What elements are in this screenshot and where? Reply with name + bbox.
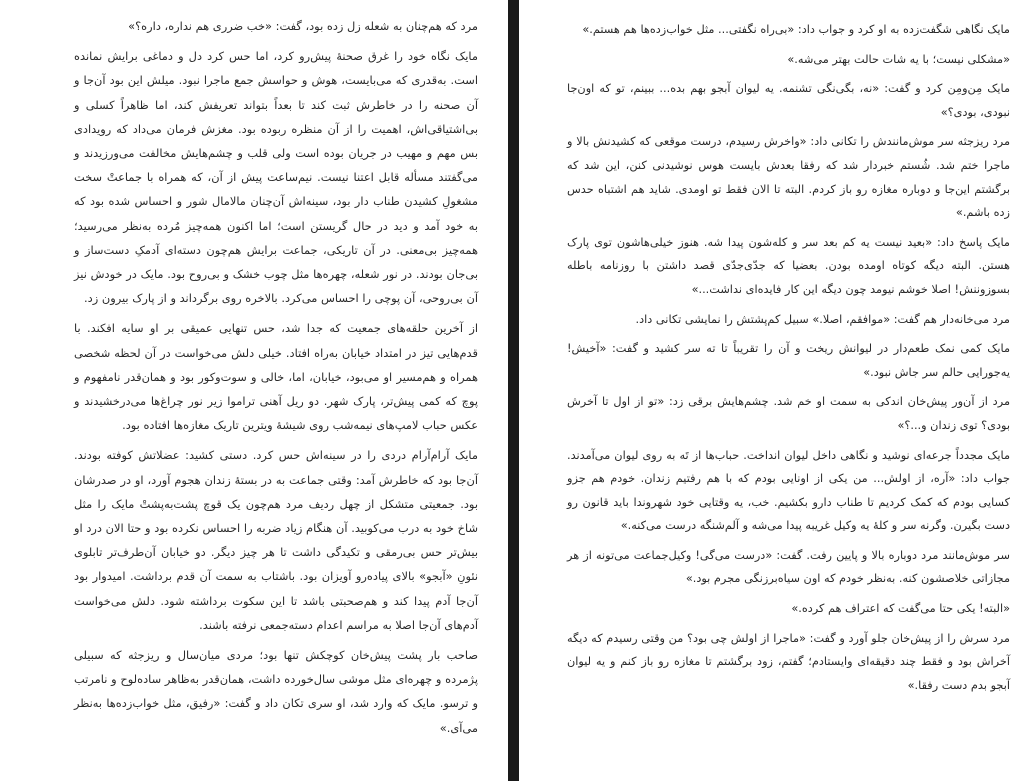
right-paragraph-3: مایک مِن‌ومِن کرد و گفت: «نه، بگی‌نگی تشنمه. یه لیوان آبجو بهم بده... ببینم، تو که اون‌جا نبودی، بودی؟» (567, 82, 1010, 119)
right-paragraph-7: مایک کمی نمک طعم‌دار در لیوانش ریخت و آن را تقریباً تا ته سر کشید و گفت: «آخیش! یه‌جورایی حالم سر جاش نبود.» (567, 342, 1010, 379)
right-paragraph-12: مرد سرش را از پیش‌خان جلو آورد و گفت: «ماجرا از اولش چی بود؟ من وقتی رسیدم که دیگه آخراش بود و فقط چند دقیقه‌ای وایستادم؛ گفتم، زود برگشتم تا مغازه رو باز کنم و یه لیوان آبجو بدم دست رفقا.» (567, 631, 1010, 692)
left-paragraph-5: صاحب بار پشت پیش‌خان کوچکش تنها بود؛ مردی میان‌سال و ریزجثه که سبیلی پژمرده و چهره‌ای مثل موشی سال‌خورده داشت، همان‌قدر به‌ظاهر ساده‌لوح و نامرتب و ترسو. مایک که وارد شد، او سری تکان داد و گفت: «رفیق، مثل خواب‌زده‌ها به‌نظر می‌آی.» (74, 648, 478, 735)
right-page (519, 0, 1024, 781)
left-paragraph-1: مرد که هم‌چنان به شعله زل زده بود، گفت: «خب ضرری هم نداره، داره؟» (128, 19, 478, 33)
right-paragraph-11: «البته! یکی حتا می‌گفت که اعتراف هم کرده.» (791, 602, 1010, 616)
left-paragraph-2: مایک نگاه خود را غرق صحنهٔ پیش‌رو کرد، اما حس کرد دل و دماغی برایش نمانده است. به‌قدری که می‌بایست، هوش و حواسش جمع ماجرا نبود. میلش این بود آن‌جا و آن صحنه را در خاطرش ثبت کند تا بعداً بتواند تعریفش کند، اما ظاهراً کسلی و بی‌اشتیاقی‌اش، اهمیت را از آن منظره ربوده بود. مغزش فرمان می‌داد که رویدادی بس مهم و مهیب در جریان بوده است ولی قلب و چشم‌هایش مخالفت می‌ورزیدند و می‌گفتند مسأله قابل اعتنا نیست. نیم‌ساعت پیش از آن، که همراه با جماعتْ سخت مشغولِ کشیدن طناب دار بود، سینه‌اش آن‌چنان مالامال شور و احساس شده بود که به خود آمد و دید در حال گریستن است؛ اما اکنون همه‌چیز مُرده به‌نظر می‌رسید؛ همه‌چیز بی‌معنی. در آن تاریکی، جماعت برایش هم‌چون دسته‌ای آدمکِ دست‌ساز و بی‌جان بودند. در نور شعله، چهره‌ها مثل چوب خشک و بی‌روح بود. مایک در خودش نیز آن بی‌روحی، آن پوچی را احساس می‌کرد. بالاخره روی برگرداند و از پارک بیرون زد. (74, 49, 478, 306)
right-paragraph-8: مرد از آن‌ور پیش‌خان اندکی به سمت او خم شد. چشم‌هایش برقی زد: «تو از اول تا آخرش بودی؟ توی زندان و...؟» (567, 395, 1010, 432)
right-paragraph-2: «مشکلی نیست؛ با یه شات حالت بهتر می‌شه.» (787, 52, 1010, 66)
right-paragraph-1: مایک نگاهی شگفت‌زده به او کرد و جواب داد: «بی‌راه نگفتی... مثل خواب‌زده‌ها هم هستم.» (582, 23, 1010, 36)
page-gutter-divider (508, 0, 519, 781)
right-paragraph-5: مایک پاسخ داد: «بعید نیست یه کم بعد سر و کله‌شون پیدا شه. هنوز خیلی‌هاشون توی پارک هستن. البته دیگه کوتاه اومده بودن. بعضیا که جدّی‌جدّی قصد داشتن با روزنامه باطله بسوزوننش! اصلا خوشم نیومد چون دیگه این کار فایده‌ای نداشت...» (567, 235, 1010, 296)
left-paragraph-4: مایک آرام‌آرام دردی را در سینه‌اش حس کرد. دستی کشید: عضلاتش کوفته بودند. آن‌جا بود که خاطرش آمد: وقتی جماعت به در بستهٔ زندان هجوم آورد، او در صدرشان بود. جمعیتی متشکل از چهل ردیف مرد هم‌چون یک قوچ پشت‌به‌پشتْ مایک را مثل شاخ خود به درب می‌کوبید. آن هنگام زیاد ضربه را احساس نکرده بود و حتا الان درد او بیش‌تر حس بی‌رمقی و تکیدگی داشت تا هر چیز دیگر. دو خیابان آن‌طرف‌تر تابلوی نئونِ «آبجو» بالای پیاده‌رو آویزان بود. باشتاب به سمت آن قدم برداشت. امیدوار بود آن‌جا آدم پیدا کند و هم‌صحبتی باشد تا این سکوت برداشته شود. دلش می‌خواست آدم‌های آن‌جا اصلا به مراسم اعدام دسته‌جمعی نرفته باشند. (74, 448, 478, 632)
left-paragraph-3: از آخرین حلقه‌های جمعیت که جدا شد، حس تنهایی عمیقی بر او سایه افکند. با قدم‌هایی تیز در امتداد خیابان به‌راه افتاد. خیلی دلش می‌خواست در آن لحظه شخصی همراه و هم‌مسیر او می‌بود، خیابان، اما، خالی و سوت‌وکور بود و همان‌قدر نامفهوم و پوچ که کمی پیش‌تر، پارک شهر. دو ریل آهنی تراموا زیر نور چراغ‌ها می‌درخشیدند و عکس حباب لامپ‌های نیمه‌شب روی شیشهٔ ویترین تاریک مغازه‌ها افتاده بود. (74, 321, 478, 433)
right-paragraph-9: مایک مجدداً جرعه‌ای نوشید و نگاهی داخل لیوان انداخت. حباب‌ها از تَه به روی لیوان می‌آمدند. جواب داد: «آره، از اولش... من یکی از اونایی بودم که با هم رفتیم زندان. خودم هم جزو کسایی بودم که کمک کردیم تا طناب دارو بکشیم. خب، یه وقتایی خود شهروندا باید قانون رو دست بگیرن. وگرنه سر و کلهٔ یه وکیل غریبه پیدا می‌شه و آلم‌شنگه درست می‌کنه.» (567, 448, 1010, 533)
left-page (0, 0, 508, 781)
right-paragraph-4: مرد ریزجثه سر موش‌مانندش را تکانی داد: «واخرش رسیدم، درست موقعی که کشیدنش بالا و ماجرا ختم شد. شُستم خبردار شد که رفقا بعدش بایست هوس نوشیدنی کنن، این شد که برگشتم این‌جا و دوباره مغازه رو باز کردم. البته تا الان فقط تو اومدی. شاید هم اشتباه حدس زده باشم.» (567, 135, 1010, 220)
right-paragraph-10: سر موش‌مانند مرد دوباره بالا و پایین رفت. گفت: «درست می‌گی! وکیل‌جماعت می‌تونه از هر مجازاتی خلاصشون کنه. به‌نظر خودم که اون سیاه‌برزنگی مجرم بود.» (567, 548, 1010, 586)
right-paragraph-6: مرد می‌خانه‌دار هم گفت: «موافقم، اصلا.» سبیل کم‌پشتش را نمایشی تکانی داد. (635, 312, 1010, 326)
